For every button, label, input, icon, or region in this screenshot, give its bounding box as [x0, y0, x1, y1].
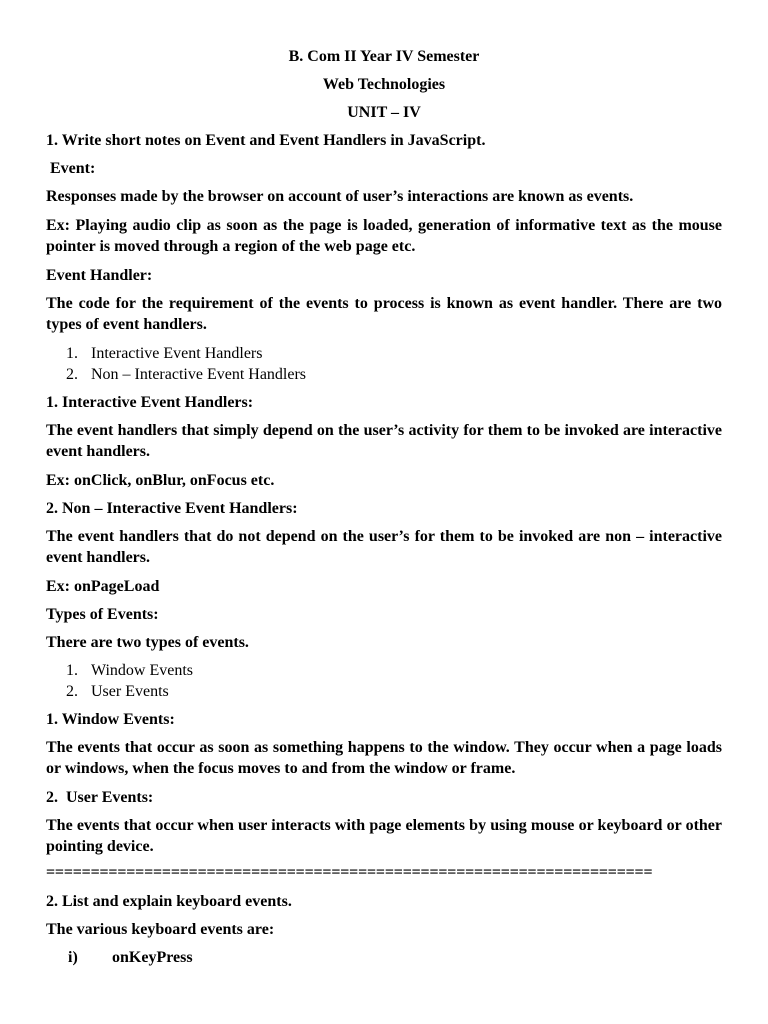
window-events-definition: The events that occur as soon as something happens to the window. They occur when a page loads or windows, when the focus moves to and from the window or frame. — [46, 739, 722, 777]
types-intro: There are two types of events. — [46, 634, 249, 651]
list-item: 2. Non – Interactive Event Handlers — [66, 366, 307, 383]
event-definition: Responses made by the browser on account of user’s interactions are known as events. — [46, 188, 634, 205]
list-item: i) onKeyPress — [68, 949, 193, 966]
user-events-heading: 2. User Events: — [46, 789, 154, 806]
list-item: 2. User Events — [66, 683, 169, 700]
question-1: 1. Write short notes on Event and Event Handlers in JavaScript. — [46, 132, 486, 149]
keyboard-events-intro: The various keyboard events are: — [46, 921, 275, 938]
interactive-example: Ex: onClick, onBlur, onFocus etc. — [46, 472, 275, 489]
event-types-list — [46, 660, 722, 702]
noninteractive-definition: The event handlers that do not depend on the user’s for them to be invoked are non – interactive event handlers. — [46, 528, 722, 566]
user-events-definition: The events that occur when user interacts with page elements by using mouse or keyboard or other pointing device. — [46, 817, 722, 855]
event-example: Ex: Playing audio clip as soon as the page is loaded, generation of informative text as the mouse pointer is moved through a region of the web page etc. — [46, 217, 722, 255]
types-heading: Types of Events: — [46, 606, 159, 623]
interactive-definition: The event handlers that simply depend on the user’s activity for them to be invoked are interactive event handlers. — [46, 422, 722, 460]
handler-types-list — [46, 343, 722, 385]
noninteractive-example: Ex: onPageLoad — [46, 578, 160, 595]
event-handler-definition: The code for the requirement of the events to process is known as event handler. There are two types of event handlers. — [46, 295, 722, 333]
subject-title: Web Technologies — [322, 76, 446, 93]
event-heading: Event: — [46, 160, 96, 177]
window-events-heading: 1. Window Events: — [46, 711, 175, 728]
list-item: 1. Window Events — [66, 662, 194, 679]
list-item: 1. Interactive Event Handlers — [66, 345, 263, 362]
unit-title: UNIT – IV — [347, 104, 421, 121]
course-title: B. Com II Year IV Semester — [288, 48, 480, 65]
event-handler-heading: Event Handler: — [46, 267, 153, 284]
noninteractive-heading: 2. Non – Interactive Event Handlers: — [46, 500, 298, 517]
interactive-heading: 1. Interactive Event Handlers: — [46, 394, 254, 411]
section-separator: ==================================================================== — [46, 865, 653, 881]
question-2: 2. List and explain keyboard events. — [46, 893, 292, 910]
